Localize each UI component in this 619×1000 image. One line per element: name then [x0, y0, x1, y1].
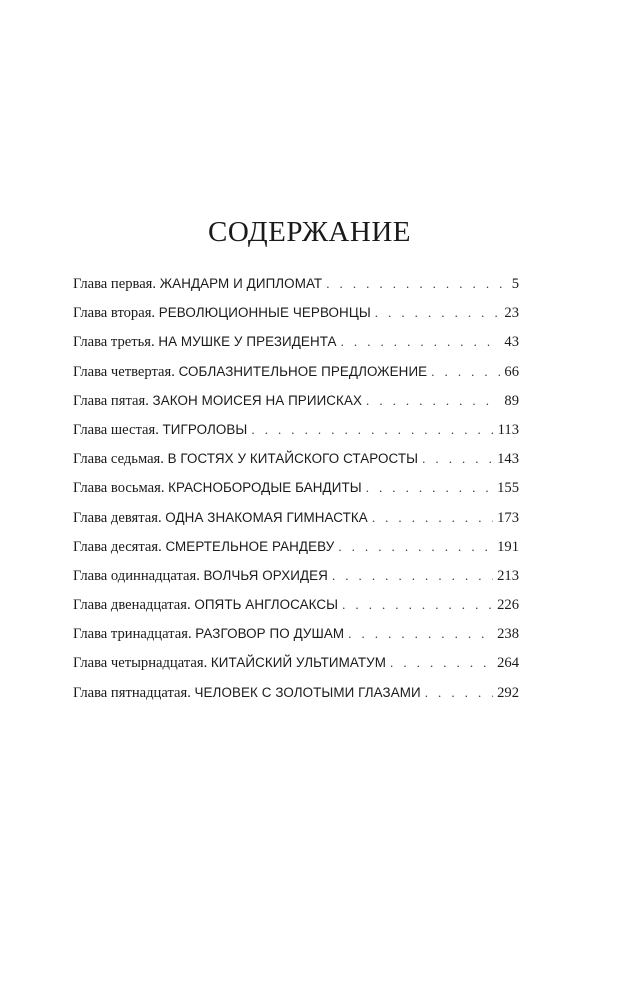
toc-entry-label — [73, 566, 328, 586]
toc-entry[interactable] — [73, 449, 519, 478]
toc-dot-leader — [342, 595, 493, 615]
toc-entry-label — [73, 303, 371, 323]
toc-entry[interactable] — [73, 537, 519, 566]
toc-entry-chapter: Глава седьмая. — [73, 451, 164, 468]
toc-entry[interactable] — [73, 595, 519, 624]
toc-entry[interactable] — [73, 362, 519, 391]
toc-entry-title: КИТАЙСКИЙ УЛЬТИМАТУМ — [210, 655, 387, 671]
toc-entry-chapter: Глава первая. — [73, 276, 157, 292]
toc-entry-title: ЖАНДАРМ И ДИПЛОМАТ — [159, 276, 323, 291]
toc-entry[interactable] — [73, 508, 519, 537]
toc-entry-title: КРАСНОБОРОДЫЕ БАНДИТЫ — [168, 480, 362, 496]
toc-entry-page: 66 — [504, 363, 519, 380]
toc-entry-chapter: Глава девятая. — [73, 509, 162, 526]
toc-entry-chapter: Глава вторая. — [73, 305, 156, 322]
toc-dot-leader — [422, 449, 493, 469]
toc-entry[interactable] — [73, 332, 519, 361]
toc-entry[interactable] — [73, 566, 519, 595]
toc-entry-page: 23 — [504, 305, 519, 322]
toc-dot-leader — [348, 624, 493, 644]
toc-entry-title: ОПЯТЬ АНГЛОСАКСЫ — [194, 597, 339, 613]
toc-entry-page: 226 — [497, 597, 519, 614]
toc-dot-leader — [431, 362, 500, 382]
toc-entry-title: НА МУШКЕ У ПРЕЗИДЕНТА — [158, 334, 337, 350]
toc-entry-chapter: Глава двенадцатая. — [73, 597, 191, 614]
toc-entry-page: 43 — [504, 334, 519, 351]
toc-entry-label — [73, 683, 421, 703]
toc-dot-leader — [375, 303, 501, 323]
toc-entry-page: 264 — [497, 655, 519, 672]
toc-entry-label — [73, 653, 386, 673]
toc-entry-chapter: Глава восьмая. — [73, 480, 165, 497]
toc-entry-title: В ГОСТЯХ У КИТАЙСКОГО СТАРОСТЫ — [167, 451, 419, 467]
toc-entry-title: РАЗГОВОР ПО ДУШАМ — [195, 626, 345, 642]
toc-entry-page: 173 — [497, 509, 519, 526]
toc-entry-label — [73, 362, 427, 382]
toc-entry-title: СОБЛАЗНИТЕЛЬНОЕ ПРЕДЛОЖЕНИЕ — [178, 363, 428, 379]
toc-entry-title: РЕВОЛЮЦИОННЫЕ ЧЕРВОНЦЫ — [158, 305, 371, 321]
toc-entry[interactable] — [73, 420, 519, 449]
toc-entry-chapter: Глава десятая. — [73, 538, 162, 555]
toc-entry-chapter: Глава одиннадцатая. — [73, 567, 200, 584]
toc-entry-title: ОДНА ЗНАКОМАЯ ГИМНАСТКА — [165, 509, 368, 525]
toc-entry[interactable] — [73, 274, 519, 303]
toc-entry-label — [73, 332, 337, 352]
toc-entry-label — [73, 391, 362, 411]
toc-entry[interactable] — [73, 391, 519, 420]
toc-entry-title: ЗАКОН МОИСЕЯ НА ПРИИСКАХ — [152, 392, 363, 408]
toc-entry-title: ВОЛЧЬЯ ОРХИДЕЯ — [203, 567, 328, 583]
toc-dot-leader — [338, 537, 493, 557]
toc-entry-chapter: Глава тринадцатая. — [73, 626, 192, 643]
toc-entry-page: 191 — [497, 538, 519, 555]
toc-dot-leader — [366, 478, 493, 498]
toc-dot-leader — [425, 683, 493, 703]
toc-entry-label — [73, 537, 334, 557]
toc-entry-page: 155 — [497, 480, 519, 497]
toc-dot-leader — [390, 653, 493, 673]
toc-dot-leader — [326, 274, 507, 294]
toc-entry[interactable] — [73, 478, 519, 507]
toc-entry[interactable] — [73, 683, 519, 712]
toc-dot-leader — [341, 332, 501, 352]
toc-entry-page: 89 — [504, 392, 519, 409]
toc-entry[interactable] — [73, 303, 519, 332]
toc-entry-title: ЧЕЛОВЕК С ЗОЛОТЫМИ ГЛАЗАМИ — [194, 684, 421, 700]
toc-entry-label — [73, 508, 368, 528]
toc-entry-chapter: Глава четырнадцатая. — [73, 655, 208, 672]
toc-list — [73, 274, 519, 712]
toc-entry-title: СМЕРТЕЛЬНОЕ РАНДЕВУ — [165, 538, 335, 554]
toc-entry-page: 113 — [497, 421, 519, 438]
toc-entry-label — [73, 478, 362, 498]
toc-entry-chapter: Глава пятнадцатая. — [73, 684, 191, 701]
toc-entry-label — [73, 595, 338, 615]
toc-entry-label — [73, 624, 344, 644]
toc-dot-leader — [372, 508, 493, 528]
toc-dot-leader — [366, 391, 500, 411]
toc-dot-leader — [251, 420, 493, 440]
toc-entry-page: 292 — [497, 684, 519, 701]
toc-entry-label — [73, 449, 418, 469]
toc-entry[interactable] — [73, 653, 519, 682]
toc-entry-page: 5 — [511, 276, 519, 292]
toc-entry-title: ТИГРОЛОВЫ — [162, 421, 248, 437]
toc-entry-chapter: Глава четвертая. — [73, 363, 175, 380]
toc-entry-page: 213 — [497, 567, 519, 584]
toc-entry-chapter: Глава третья. — [73, 334, 155, 351]
toc-entry[interactable] — [73, 624, 519, 653]
toc-entry-label — [73, 420, 247, 440]
toc-dot-leader — [332, 566, 493, 586]
toc-title: СОДЕРЖАНИЕ — [208, 216, 411, 248]
toc-entry-label — [73, 274, 322, 294]
toc-entry-page: 238 — [497, 626, 519, 643]
toc-entry-chapter: Глава пятая. — [73, 392, 149, 409]
toc-entry-page: 143 — [497, 451, 519, 468]
toc-entry-chapter: Глава шестая. — [73, 421, 159, 438]
